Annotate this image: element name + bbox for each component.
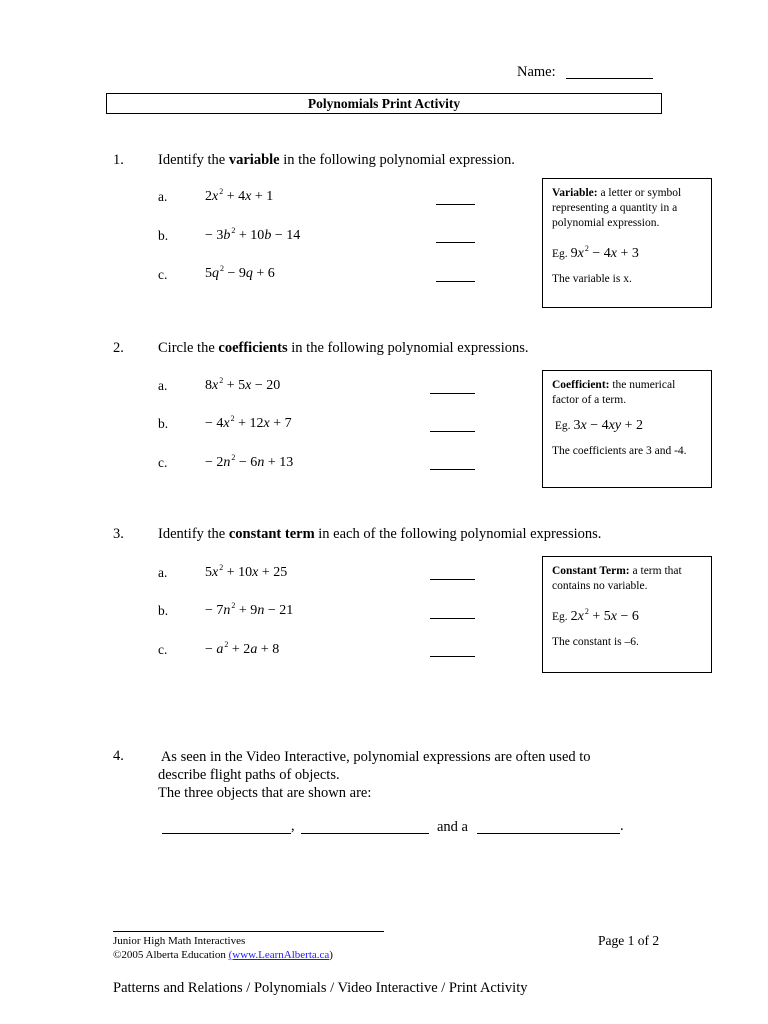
- variable-definition-box: [542, 178, 712, 308]
- page-number: Page 1 of 2: [598, 933, 660, 948]
- footer-rule: [113, 931, 384, 932]
- definition-text: Variable: a letter or symbol representing a quantity in a polynomial expression.: [552, 187, 682, 229]
- q3-item-label: c.: [158, 642, 168, 657]
- q3-prompt: Identify the constant term in each of the following polynomial expressions.: [158, 526, 602, 542]
- q3-item-label: b.: [158, 603, 169, 618]
- q1-item-label: a.: [158, 189, 168, 204]
- definition-text: Constant Term: a term that contains no variable.: [552, 565, 682, 592]
- footer-breadcrumb: Patterns and Relations / Polynomials / Video Interactive / Print Activity: [113, 980, 528, 996]
- q2-prompt: Circle the coefficients in the following polynomial expressions.: [158, 340, 529, 356]
- answer-blank[interactable]: [436, 281, 475, 282]
- q4-period: .: [620, 818, 624, 834]
- constant-term-definition-box: [542, 556, 712, 673]
- title-box: [106, 93, 662, 114]
- q2-expression: − $4x^2 + 12x + 7$: [205, 414, 292, 431]
- q3-item-label: a.: [158, 565, 168, 580]
- q1-expression: $2x^2 + 4x + 1$: [205, 187, 274, 204]
- answer-blank[interactable]: [430, 579, 475, 580]
- q2-expression: $8x^2 + 5x - 20$: [205, 376, 281, 393]
- object-2-blank[interactable]: [301, 833, 429, 834]
- q2-number: 2.: [113, 340, 124, 356]
- q1-number: 1.: [113, 152, 124, 168]
- answer-blank[interactable]: [430, 656, 475, 657]
- name-blank[interactable]: [566, 78, 653, 79]
- definition-example: Eg. $9x^2 - 4x + 3$: [552, 244, 639, 261]
- answer-blank[interactable]: [430, 469, 475, 470]
- definition-example: Eg. 3x − 4xy + 2: [554, 418, 643, 433]
- definition-note: The coefficients are 3 and -4.: [552, 445, 687, 457]
- q3-expression: $5x^2 + 10x + 25$: [205, 563, 288, 580]
- answer-blank[interactable]: [436, 242, 475, 243]
- answer-blank[interactable]: [430, 393, 475, 394]
- answer-blank[interactable]: [430, 618, 475, 619]
- q1-expression: − $3b^2 + 10b - 14$: [205, 226, 301, 243]
- q1-item-label: c.: [158, 267, 168, 282]
- q2-item-label: a.: [158, 378, 168, 393]
- q1-item-label: b.: [158, 228, 169, 243]
- definition-note: The variable is x.: [552, 273, 632, 285]
- footer-org: Junior High Math Interactives: [113, 935, 246, 947]
- q3-expression: − $a^2 + 2a + 8$: [205, 640, 280, 657]
- q1-prompt: Identify the variable in the following polynomial expression.: [158, 152, 515, 168]
- page-title: Polynomials Print Activity: [307, 96, 461, 111]
- q2-item-label: c.: [158, 455, 168, 470]
- q4-and: and a: [437, 819, 468, 835]
- coefficient-definition-box: [542, 370, 712, 488]
- learnalberta-link[interactable]: (www.LearnAlberta.ca: [228, 949, 330, 961]
- definition-note: The constant is –6.: [552, 636, 639, 648]
- q3-number: 3.: [113, 526, 124, 542]
- definition-text: Coefficient: the numerical factor of a term.: [552, 379, 676, 406]
- answer-blank[interactable]: [436, 204, 475, 205]
- q1-expression: $5q^2 - 9q + 6$: [205, 264, 275, 281]
- q2-item-label: b.: [158, 416, 169, 431]
- object-3-blank[interactable]: [477, 833, 620, 834]
- q4-number: 4.: [113, 748, 124, 764]
- object-1-blank[interactable]: [162, 833, 291, 834]
- definition-example: Eg. $2x^2 + 5x - 6$: [552, 607, 639, 624]
- q4-prompt: As seen in the Video Interactive, polynomial expressions are often used to describe flight paths of objects. The three objects that are shown are:: [158, 749, 591, 801]
- q2-expression: − $2n^2 - 6n + 13$: [205, 453, 294, 470]
- name-label: Name:: [517, 64, 556, 80]
- q3-expression: − $7n^2 + 9n - 21$: [205, 601, 294, 618]
- q4-comma: ,: [291, 818, 295, 834]
- answer-blank[interactable]: [430, 431, 475, 432]
- footer-copyright: ©2005 Alberta Education (www.LearnAlberta.ca): [113, 949, 333, 961]
